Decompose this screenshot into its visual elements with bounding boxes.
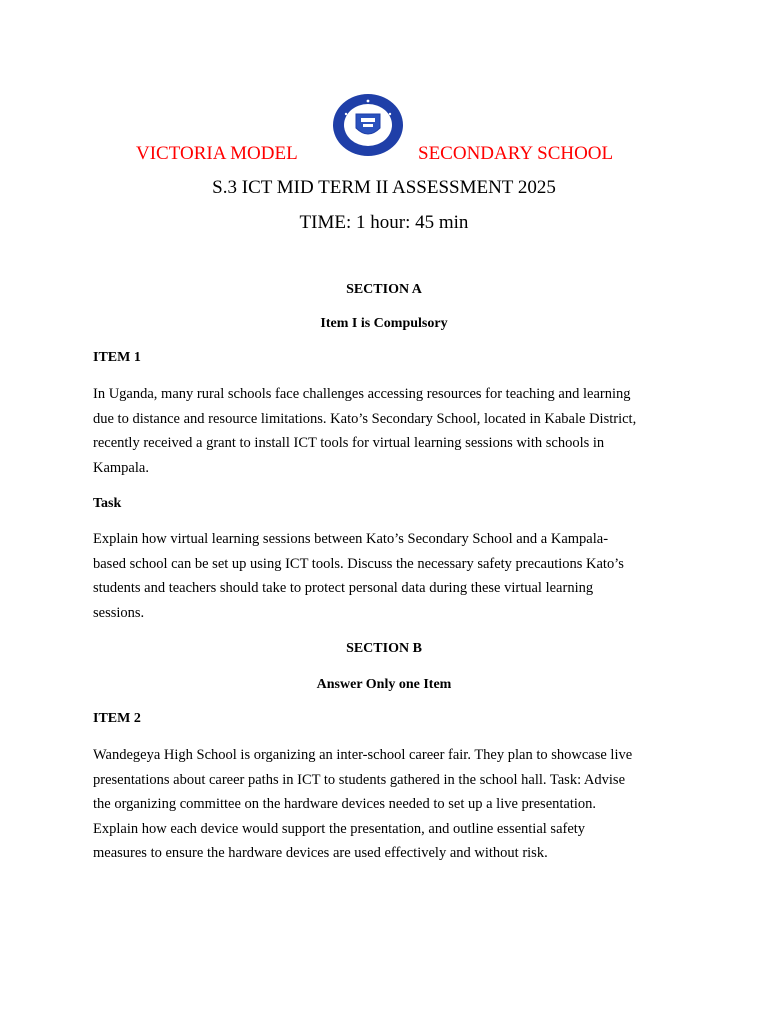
exam-time: TIME: 1 hour: 45 min xyxy=(299,212,469,233)
paragraph-line: Explain how virtual learning sessions between Kato’s Secondary School and a Kampala- xyxy=(93,531,609,547)
item-2-scenario xyxy=(93,743,693,866)
paragraph-line: students and teachers should take to protect personal data during these virtual learning xyxy=(93,580,594,596)
section-b-subtitle: Answer Only one Item xyxy=(316,677,452,692)
paragraph-line: Explain how each device would support the presentation, and outline essential safety xyxy=(93,820,586,837)
school-name-row xyxy=(0,143,768,169)
exam-title: S.3 ICT MID TERM II ASSESSMENT 2025 xyxy=(212,177,556,198)
school-name-left: VICTORIA MODEL xyxy=(136,143,298,164)
paragraph-line: the organizing committee on the hardware devices needed to set up a live presentation. xyxy=(93,796,597,812)
item-1-task xyxy=(93,527,693,625)
paragraph-line: recently received a grant to install ICT tools for virtual learning sessions with schools in xyxy=(93,435,605,451)
paragraph-line: Wandegeya High School is organizing an inter-school career fair. They plan to showcase live xyxy=(93,747,633,763)
section-a-subtitle: Item I is Compulsory xyxy=(320,316,448,331)
task-label: Task xyxy=(93,496,122,511)
paragraph-line: based school can be set up using ICT tools. Discuss the necessary safety precautions Kato’s xyxy=(93,555,624,572)
section-b-title: SECTION B xyxy=(346,641,422,656)
paragraph-line: due to distance and resource limitations. Kato’s Secondary School, located in Kabale District, xyxy=(93,410,637,427)
section-a-title: SECTION A xyxy=(346,282,422,297)
item-2-label: ITEM 2 xyxy=(93,711,141,726)
paragraph-line: presentations about career paths in ICT to students gathered in the school hall. Task: Advise xyxy=(93,771,626,788)
item-1-scenario xyxy=(93,382,693,480)
school-name-right: SECONDARY SCHOOL xyxy=(418,143,614,164)
item-1-label: ITEM 1 xyxy=(93,350,141,365)
paragraph-line: sessions. xyxy=(93,604,145,621)
paragraph-line: In Uganda, many rural schools face challenges accessing resources for teaching and learning xyxy=(93,386,631,402)
paragraph-line: measures to ensure the hardware devices are used effectively and without risk. xyxy=(93,845,548,861)
paragraph-line: Kampala. xyxy=(93,459,149,476)
